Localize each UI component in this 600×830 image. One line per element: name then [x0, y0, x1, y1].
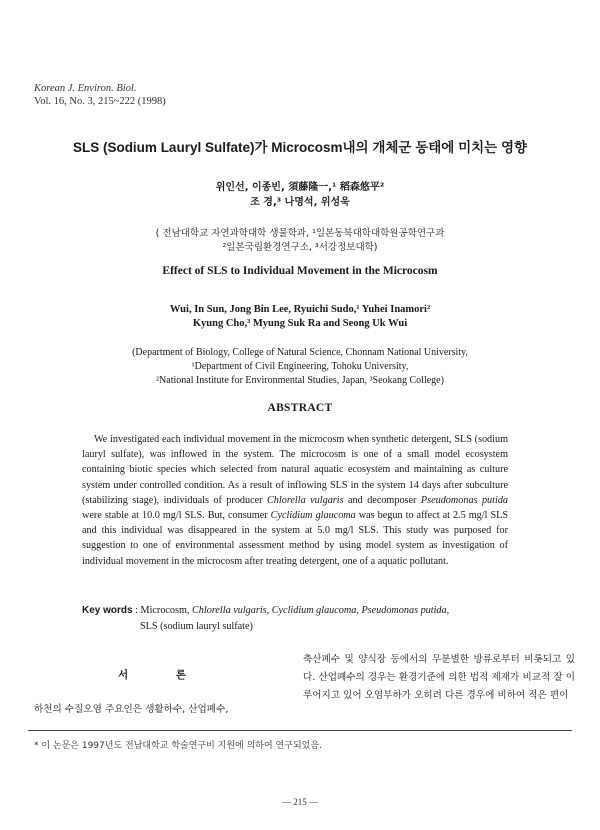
abstract-text-4: was begun to affect at 2.5 mg/l SLS and this individual was disappeared in the system at 5.0 mg/l SLS. This study was purposed for suggestion to one of environmental assessment method by using model system as investigation of individual movement in the microcosm after treating detergent, one of a aquatic pollutant.	[82, 510, 508, 567]
keyword-sep-1: ,	[266, 605, 272, 616]
authors-korean-line2: 조 경,³ 나명석, 위성욱	[250, 197, 350, 208]
intro-right-column: 축산폐수 및 양식장 등에서의 무분별한 방류로부터 비롯되고 있다. 산업폐수의 경우는 환경기준에 의한 법적 제재가 비교적 잘 이루어지고 있어 오염부하가 오히려 다른 경우에 비하여 적은 편이	[303, 654, 575, 701]
abstract-text-1: We investigated each individual movement in the microcosm when synthetic detergent, SLS (sodium lauryl sulfate), was inflowed in the system. The microcosm is one of a small model ecosystem containing biotic species which selected from natural aquatic ecosystem and maintaining as culture system under controlled condition. As a result of inflowing SLS in the system 14 days after subculture (stabilizing stage), individuals of producer	[82, 434, 508, 506]
keyword-1: Microcosm,	[140, 605, 193, 616]
authors-english	[0, 303, 600, 331]
authors-korean	[0, 180, 600, 210]
abstract-text-2: and decomposer	[343, 494, 421, 506]
footnote: * 이 논문은 1997년도 전남대학교 학술연구비 지원에 의하여 연구되었음.	[34, 741, 322, 751]
species-chlorella: Chlorella vulgaris	[267, 494, 344, 506]
page-number: — 215 —	[282, 797, 318, 807]
authors-english-line2: Kyung Cho,³ Myung Suk Ra and Seong Uk Wui	[192, 318, 408, 329]
authors-korean-line1: 위인선, 이종빈, 須藤隆一,¹ 稻森悠平²	[215, 182, 385, 193]
affiliation-english	[0, 346, 600, 388]
affiliation-english-line2: ¹Department of Civil Engineering, Tohoku University,	[191, 361, 409, 372]
species-pseudomonas: Pseudomonas putida	[420, 494, 509, 506]
intro-heading: 서 론	[118, 669, 208, 681]
authors-english-line1: Wui, In Sun, Jong Bin Lee, Ryuichi Sudo,¹ Yuhei Inamori²	[169, 304, 431, 315]
affiliation-korean-line1: ( 전남대학교 자연과학대학 생물학과, ¹일본동북대학대학원공학연구과	[155, 228, 445, 239]
keywords	[82, 603, 508, 635]
keyword-4: Pseudomonas putida	[361, 605, 447, 616]
keyword-3: Cyclidium glaucoma	[271, 605, 357, 616]
footnote-divider	[28, 730, 572, 731]
affiliation-korean	[0, 227, 600, 255]
affiliation-english-line3: ²National Institute for Environmental Studies, Japan, ³Seokang College)	[156, 375, 444, 386]
intro-left-column	[28, 665, 298, 715]
title-english: Effect of SLS to Individual Movement in the Microcosm	[162, 265, 438, 277]
title-korean: SLS (Sodium Lauryl Sulfate)가 Microcosm내의 개체군 동태에 미치는 영향	[72, 140, 528, 155]
journal-volume: Vol. 16, No. 3, 215~222 (1998)	[34, 96, 166, 107]
keywords-label: Key words	[82, 605, 133, 616]
abstract-body	[82, 432, 508, 569]
species-cyclidium: Cyclidium glaucoma	[270, 510, 356, 522]
keyword-sep-3: ,	[446, 605, 450, 616]
affiliation-english-line1: (Department of Biology, College of Natural Science, Chonnam National University,	[132, 347, 468, 358]
keyword-2: Chlorella vulgaris	[192, 605, 267, 616]
affiliation-korean-line2: ²일본국립환경연구소, ³서강정보대학)	[222, 242, 378, 253]
intro-left-text: 하천의 수질오염 주요인은 생활하수, 산업폐수,	[34, 704, 229, 715]
keywords-separator: :	[132, 605, 141, 616]
journal-name: Korean J. Environ. Biol.	[34, 83, 137, 94]
abstract-text-3: were stable at 10.0 mg/l SLS. But, consumer	[82, 510, 271, 522]
journal-citation	[34, 82, 166, 108]
keyword-sep-2: ,	[356, 605, 362, 616]
abstract-heading: ABSTRACT	[267, 402, 333, 414]
keyword-5: SLS (sodium lauryl sulfate)	[140, 621, 253, 632]
